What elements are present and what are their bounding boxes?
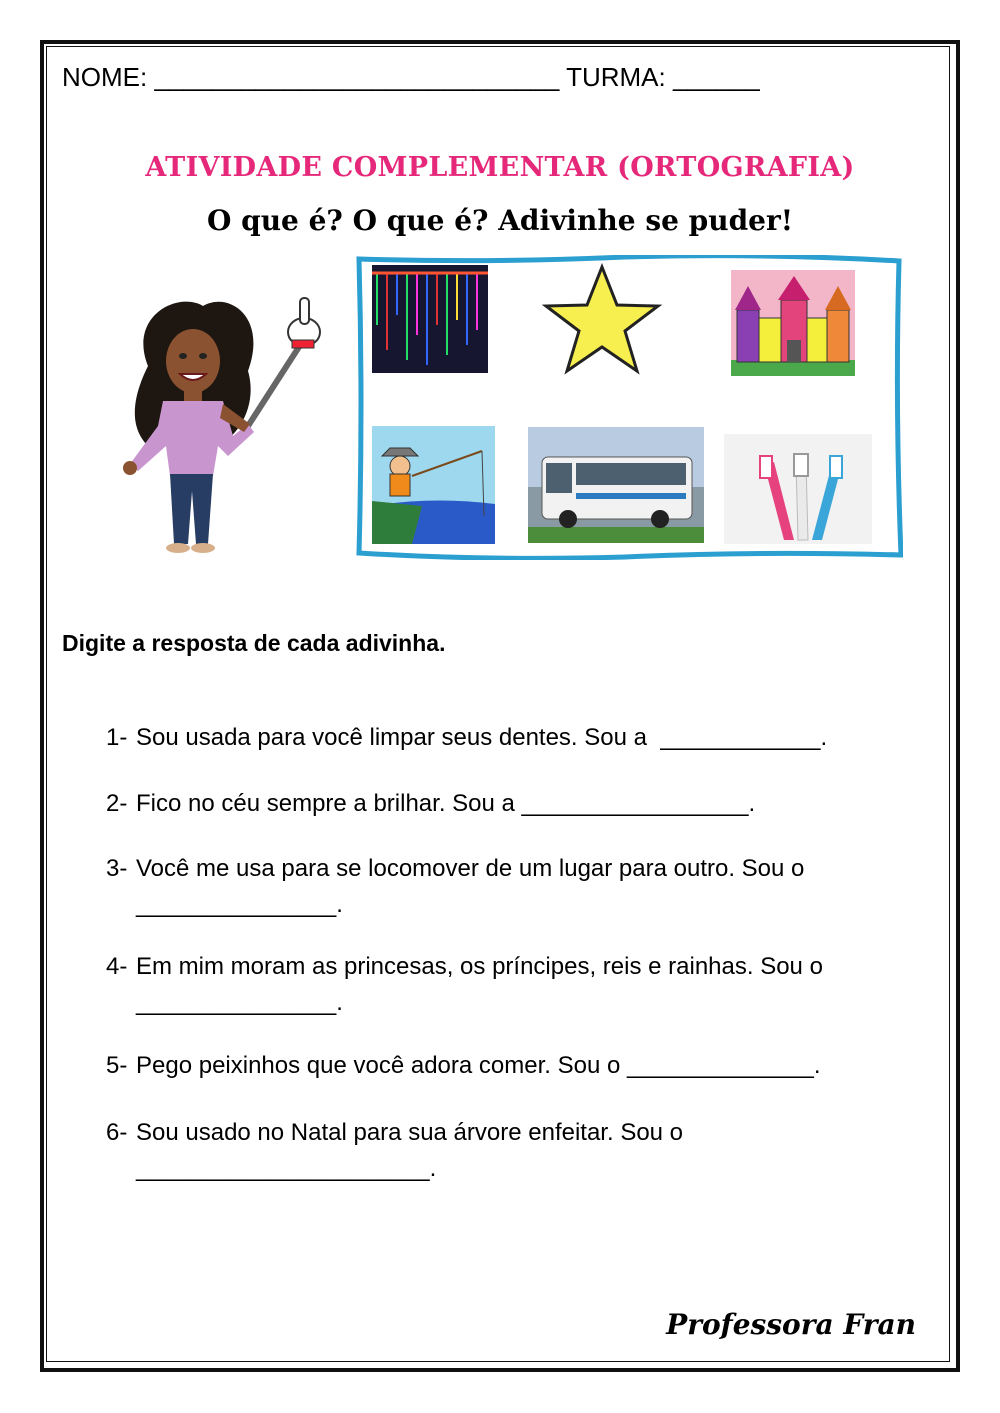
christmas-lights-image (372, 265, 488, 373)
riddle-number: 2- (106, 790, 128, 817)
riddle-item (106, 953, 926, 1033)
riddle-text: Em mim moram as princesas, os príncipes, reis e rainhas. Sou o (136, 953, 823, 980)
riddle-subtitle: O que é? O que é? Adivinhe se puder! (206, 204, 794, 237)
riddle-answer-blank[interactable]: ______________________. (136, 1155, 437, 1182)
instruction-text: Digite a resposta de cada adivinha. (62, 630, 446, 656)
bus-image (528, 427, 704, 543)
riddle-text: Sou usado no Natal para sua árvore enfeitar. Sou o (136, 1119, 684, 1146)
riddle-text: Você me usa para se locomover de um lugar para outro. Sou o (136, 855, 805, 882)
name-class-line: NOME: ____________________________ TURMA: ______ (62, 62, 760, 92)
teacher-signature: Professora Fran (666, 1308, 916, 1341)
riddle-answer-blank[interactable]: _______________. (136, 989, 343, 1016)
riddle-number: 4- (106, 953, 128, 980)
riddle-number: 6- (106, 1119, 128, 1146)
riddle-item (106, 1119, 926, 1199)
riddle-answer-blank[interactable]: _______________. (136, 891, 343, 918)
castle-image (731, 270, 855, 376)
riddle-number: 5- (106, 1052, 128, 1079)
riddle-text: Fico no céu sempre a brilhar. Sou a _________________. (136, 790, 756, 817)
riddle-item (106, 855, 926, 935)
riddle-text: Sou usada para você limpar seus dentes. Sou a ____________. (136, 724, 828, 751)
riddle-number: 1- (106, 724, 128, 751)
toothbrushes-image (724, 434, 872, 544)
teacher-avatar-image (108, 296, 338, 556)
riddle-text: Pego peixinhos que você adora comer. Sou o ______________. (136, 1052, 821, 1079)
activity-title: ATIVIDADE COMPLEMENTAR (ORTOGRAFIA) (145, 152, 855, 183)
star-image (542, 263, 662, 375)
riddle-number: 3- (106, 855, 128, 882)
fisherman-image (372, 426, 495, 544)
